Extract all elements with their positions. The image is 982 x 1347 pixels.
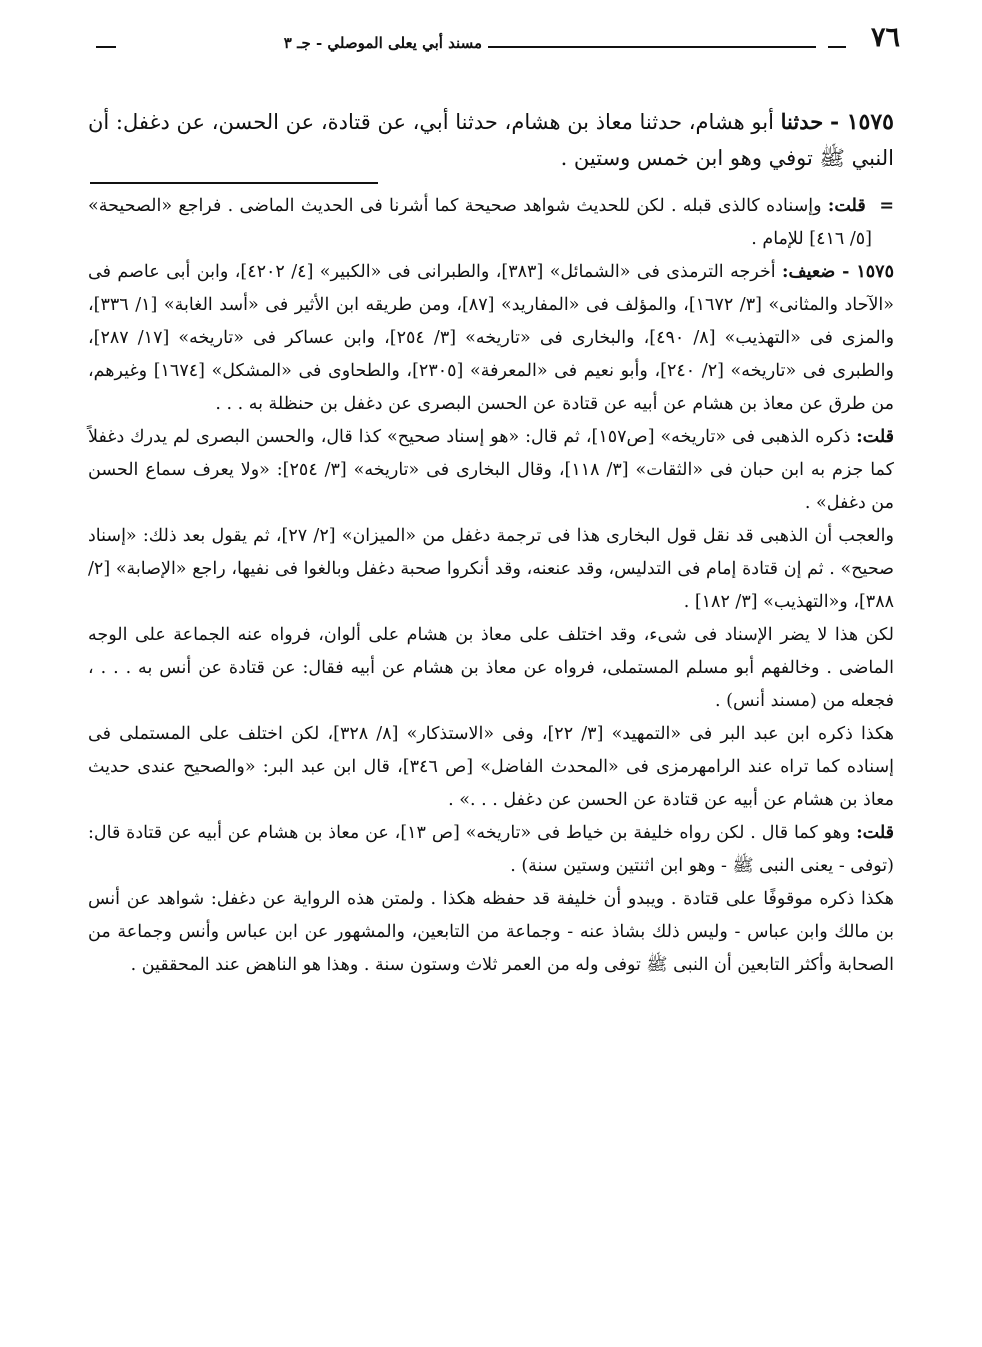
book-page <box>87 22 900 982</box>
header-dash-right <box>828 46 846 48</box>
qultu-text: وهو كما قال . لكن رواه خليفة بن خياط فى «تاريخه» [ص ١٣]، عن معاذ بن هشام عن أبيه عن قتادة قال: (توفى - يعنى النبى ﷺ - وهو ابن اثنتين وستين سنة) . <box>88 823 894 876</box>
running-title: مسند أبي يعلى الموصلي - جـ ٣ <box>283 34 482 52</box>
footnote-separator <box>90 182 378 184</box>
continuation-mark: = <box>879 196 894 216</box>
qultu-label: قلت: <box>856 427 894 447</box>
commentary <box>88 190 894 982</box>
note-paragraph: هكذا ذكره موقوفًا على قتادة . ويبدو أن خليفة قد حفظه هكذا . ولمتن هذه الرواية عن دغفل: شواهد عن أنس بن مالك وابن عباس - وليس ذلك بشاذ عنه - وجماعة من التابعين، والمشهور عن ابن عباس وأنس وجماعة من الصحابة وأكثر التابعين أن النبى ﷺ توفى وله من العمر ثلاث وستون سنة . وهذا هو الناهض عند المحققين . <box>88 889 894 975</box>
hadith-text <box>88 104 894 176</box>
hadith-body: أبو هشام، حدثنا معاذ بن هشام، حدثنا أبي، عن قتادة، عن الحسن، عن دغفل: أن النبي ﷺ توفي وهو ابن خمس وستين . <box>87 110 894 170</box>
qultu-label: قلت: <box>856 823 894 843</box>
takhrij-text: أخرجه الترمذى فى «الشمائل» [٣٨٣]، والطبرانى فى «الكبير» [٤/ ٤٢٠٢]، وابن أبى عاصم فى «الآحاد والمثانى» [٣/ ١٦٧٢]، والمؤلف فى «المفاريد» [٨٧]، ومن طريقه ابن الأثير فى «أسد الغابة» [١/ ٣٣٦]، والمزى فى «التهذيب» [٨/ ٤٩٠]، والبخارى فى «تاريخه» [٣/ ٢٥٤]، وابن عساكر فى «تاريخه» [١٧/ ٢٨٧]، والطبرى فى «تاريخه» [٢/ ٢٤٠]، وأبو نعيم فى «المعرفة» [٢٣٠٥]، والطحاوى فى «المشكل» [١٦٧٤] وغيرهم، من طرق عن معاذ بن هشام عن أبيه عن قتادة عن الحسن البصرى عن دغفل بن حنظلة به . . . <box>88 262 895 414</box>
note-paragraph: والعجب أن الذهبى قد نقل قول البخارى هذا فى ترجمة دغفل من «الميزان» [٢/ ٢٧]، ثم يقول بعد ذلك: «إسناد صحيح» . ثم إن قتادة إمام فى التدليس، وقد عنعنه، وقد أنكروا صحبة دغفل وبالغوا فى نفيها، راجع «الإصابة» [٢/ ٣٨٨]، و«التهذيب» [٣/ ١٨٢] . <box>88 526 894 612</box>
note-continuation <box>88 190 894 256</box>
note-paragraph: هكذا ذكره ابن عبد البر فى «التمهيد» [٣/ ٢٢]، وفى «الاستذكار» [٨/ ٣٢٨]، لكن اختلف على المستملى فى إسناده كما تراه عند الرامهرمزى فى «المحدث الفاضل» [ص ٣٤٦]، قال ابن عبد البر: «والصحيح عندى حديث معاذ بن هشام عن أبيه عن قتادة عن الحسن عن دغفل . . .» . <box>88 724 894 810</box>
qultu-paragraph <box>88 817 894 883</box>
hadith-number: ١٥٧٥ - <box>829 109 894 135</box>
qultu-text: ذكره الذهبى فى «تاريخه» [ص١٥٧]، ثم قال: «هو إسناد صحيح» كذا قال، والحسن البصرى لم يدرك دغفلاً كما جزم به ابن حبان فى «الثقات» [٣/ ١١٨]، وقال البخارى فى «تاريخه» [٣/ ٢٥٤]: «ولا يعرف سماع الحسن من دغفل» . <box>88 427 894 513</box>
page-number: ٧٦ <box>870 22 900 53</box>
note-text: وإسناده كالذى قبله . لكن للحديث شواهد صحيحة كما أشرنا فى الحديث الماضى . فراجع «الصحيحة» [٥/ ٤١٦] للإمام . <box>88 196 872 249</box>
takhrij-label: ١٥٧٥ - ضعيف: <box>782 262 894 282</box>
hadith-first-word: حدثنا <box>780 109 824 134</box>
qultu-paragraph <box>88 421 894 520</box>
note-paragraph: لكن هذا لا يضر الإسناد فى شىء، وقد اختلف على معاذ بن هشام على ألوان، فرواه عنه الجماعة على الوجه الماضى . وخالفهم أبو مسلم المستملى، فرواه عن معاذ بن هشام عن أبيه فقال: عن قتادة عن أنس به . . . ، فجعله من (مسند أنس) . <box>88 625 894 711</box>
qultu-label: قلت: <box>827 196 866 216</box>
header-rule <box>488 46 816 48</box>
takhrij-paragraph <box>88 256 894 421</box>
running-header <box>88 22 900 66</box>
header-dash-left <box>96 46 116 48</box>
